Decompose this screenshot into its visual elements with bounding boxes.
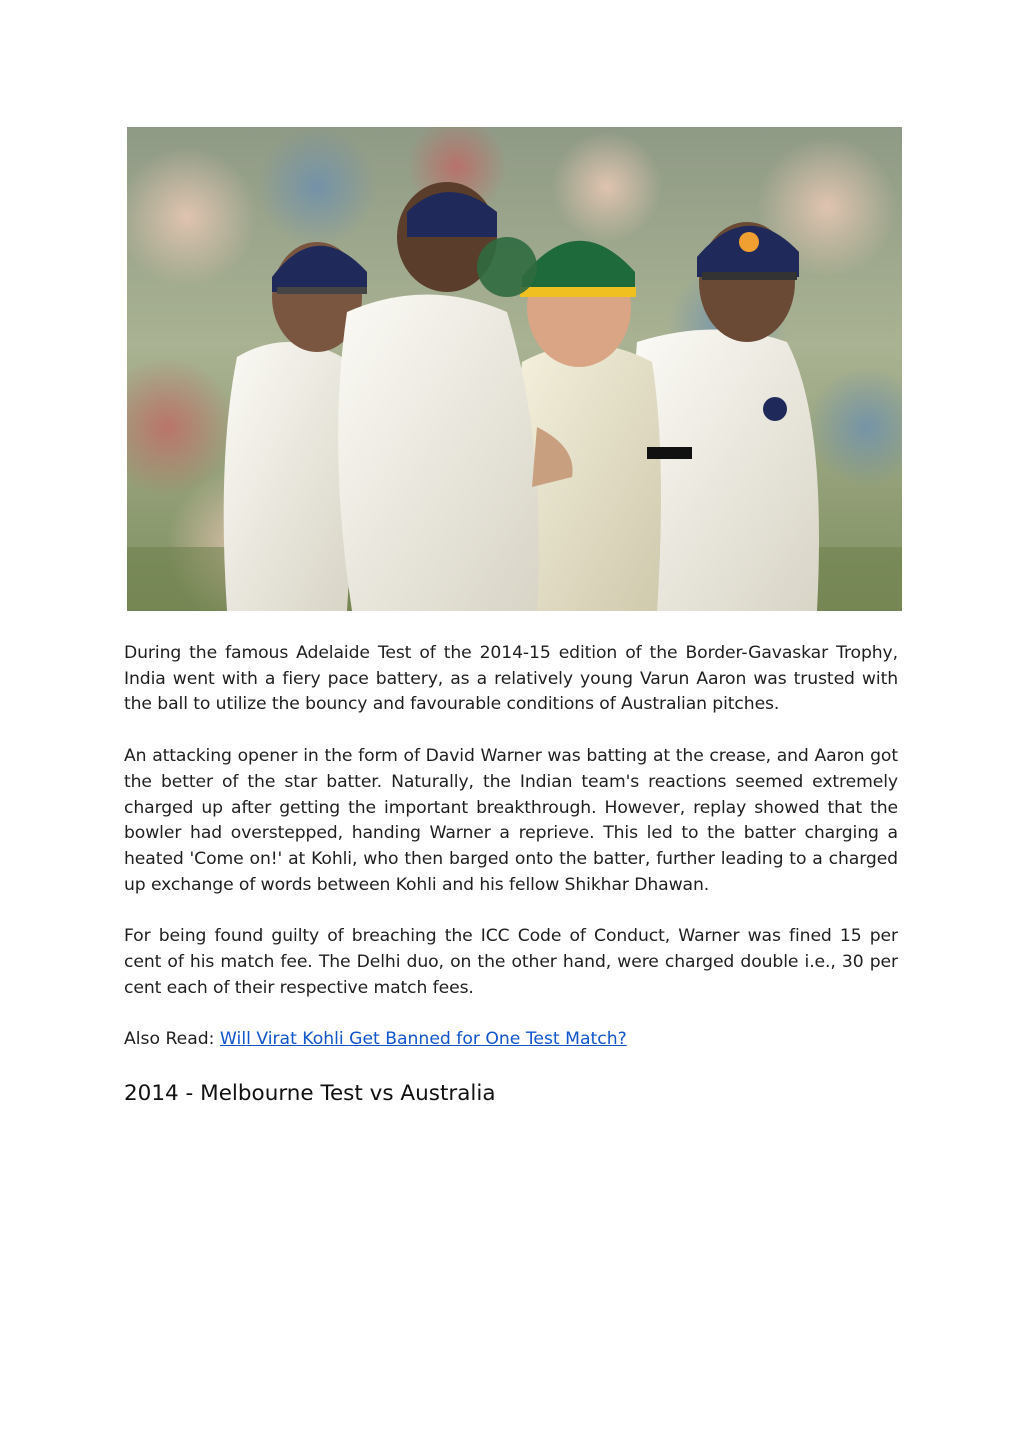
article-photo <box>127 127 902 611</box>
section-heading: 2014 - Melbourne Test vs Australia <box>124 1081 496 1107</box>
also-read-link[interactable]: Will Virat Kohli Get Banned for One Test Match? <box>219 1029 627 1050</box>
paragraph-2: An attacking opener in the form of David Warner was batting at the crease, and Aaron got the better of the star batter. Naturally, the Indian team's reactions seemed extremely charged up after getting the important breakthrough. However, replay showed that the bowler had overstepped, handing Warner a reprieve. This led to the batter charging a heated 'Come on!' at Kohli, who then barged onto the batter, further leading to a charged up exchange of words between Kohli and his fellow Shikhar Dhawan. <box>124 746 898 895</box>
paragraph-3: For being found guilty of breaching the ICC Code of Conduct, Warner was fined 15 per cent of his match fee. The Delhi duo, on the other hand, were charged double i.e., 30 per cent each of their respective match fees. <box>124 926 898 998</box>
paragraph-1: During the famous Adelaide Test of the 2014-15 edition of the Border-Gavaskar Trophy, India went with a fiery pace battery, as a relatively young Varun Aaron was trusted with the ball to utilize the bouncy and favourable conditions of Australian pitches. <box>124 643 898 715</box>
also-read <box>124 1027 898 1053</box>
article-body <box>124 641 898 1109</box>
also-read-prefix: Also Read: <box>124 1029 220 1050</box>
